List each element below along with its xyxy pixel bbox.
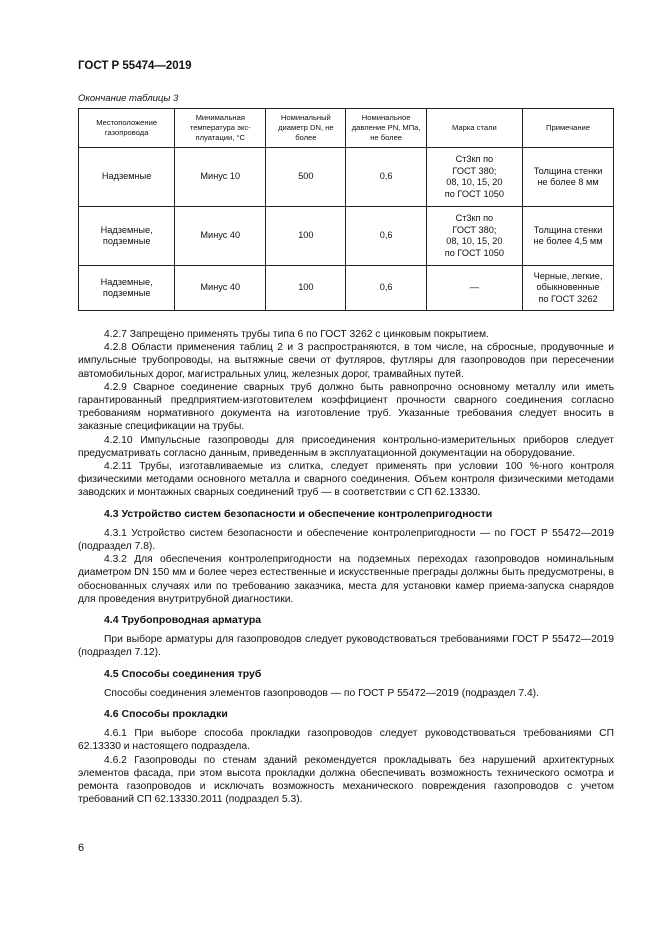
- section-heading-4-4: 4.4 Трубопроводная арматура: [104, 614, 262, 627]
- cell-line: Толщина стенки: [533, 165, 603, 176]
- paragraph-4-2-7: 4.2.7 Запрещено применять трубы типа 6 по ГОСТ 3262 с цинковым покрытием.: [104, 329, 489, 340]
- cell-line: обыкновенные: [536, 282, 600, 293]
- cell-line: подземные: [102, 236, 151, 246]
- cell-pressure: 0,6: [346, 148, 426, 207]
- paragraph-4-2-9: 4.2.9 Сварное соединение сварных труб должно быть равнопрочно основному металлу или иметь гарантированный предприятием-изготовителем коэффициент прочности сварного соединения согласно требованиям нормативного документа на изготовление труб. Указанные требования следует вносить в заказные спецификации на трубы.: [78, 381, 614, 433]
- cell-temperature: Минус 10: [175, 148, 266, 207]
- cell-temperature: Минус 40: [175, 207, 266, 266]
- section-heading-4-6: 4.6 Способы прокладки: [104, 708, 228, 721]
- cell-diameter: 100: [266, 266, 346, 311]
- cell-steel-grade: [426, 207, 522, 266]
- cell-pressure: 0,6: [346, 266, 426, 311]
- column-header: Примечание: [523, 109, 614, 148]
- cell-line: по ГОСТ 1050: [444, 247, 504, 258]
- page-number: 6: [78, 842, 85, 854]
- cell-line: ГОСТ 380;: [452, 224, 497, 235]
- paragraph-4-5: Способы соединения элементов газопроводов — по ГОСТ Р 55472—2019 (подраздел 7.4).: [104, 687, 539, 699]
- table-row: [79, 266, 614, 311]
- paragraph-4-3-2: 4.3.2 Для обеспечения контролепригодности на подземных переходах газопроводов номинальным диаметром DN 150 мм и более через естественные и искусственные преграды должны быть предусмотрены, в обоснованных случаях или по требованию заказчика, места для установки камер приема-запуска снарядов для проведения внутритрубной диагностики.: [78, 554, 614, 605]
- cell-note: [523, 148, 614, 207]
- paragraph-4-4: При выборе арматуры для газопроводов следует руководствоваться требованиями ГОСТ Р 55472—2019 (подраздел 7.12).: [78, 634, 614, 659]
- section-heading-4-5: 4.5 Способы соединения труб: [104, 667, 262, 680]
- document-header: ГОСТ Р 55474—2019: [78, 60, 192, 72]
- paragraph-4-3-1: 4.3.1 Устройство систем безопасности и обеспечение контролепригодности — по ГОСТ Р 55472—2019 (подраздел 7.8).: [78, 527, 614, 553]
- cell-line: не более 8 мм: [537, 177, 599, 187]
- cell-line: Черные, легкие,: [533, 270, 603, 281]
- cell-diameter: 500: [266, 148, 346, 207]
- cell-location: [79, 266, 175, 311]
- paragraph-4-2-10: 4.2.10 Импульсные газопроводы для присоединения контрольно-измерительных приборов следует предусматривать согласно данным, приведенным в эксплуатационной документации на оборудование.: [78, 434, 614, 459]
- paragraph-4-6-1: 4.6.1 При выборе способа прокладки газопроводов следует руководствоваться требованиями СП 62.13330 и настоящего подраздела.: [78, 728, 614, 753]
- column-header: Номинальный диаметр DN, не более: [266, 109, 346, 148]
- column-header: Марка стали: [426, 109, 522, 148]
- cell-line: ГОСТ 380;: [452, 165, 497, 176]
- cell-steel-grade: —: [426, 266, 522, 311]
- cell-line: Надземные,: [100, 224, 153, 235]
- table-row: [79, 148, 614, 207]
- cell-note: [523, 266, 614, 311]
- cell-line: Ст3кп по: [455, 213, 494, 223]
- cell-line: 08, 10, 15, 20: [446, 236, 503, 246]
- cell-line: Толщина стенки: [533, 224, 603, 235]
- cell-temperature: Минус 40: [175, 266, 266, 311]
- paragraph-4-2-11: 4.2.11 Трубы, изготавливаемые из слитка, следует применять при условии 100 %-ного контроля физическими методами основного металла и сварного соединения. Объем контроля физическими методами заводских и монтажных сварных соединений труб — в соответствии с СП 62.13330.: [78, 461, 614, 499]
- section-heading-4-3: 4.3 Устройство систем безопасности и обеспечение контролепригодности: [104, 507, 493, 520]
- column-header: Минимальная температура экс-плуатации, °С: [175, 109, 266, 148]
- cell-diameter: 100: [266, 207, 346, 266]
- cell-line: не более 4,5 мм: [533, 236, 603, 246]
- column-header: Номинальное давление PN, МПа, не более: [346, 109, 426, 148]
- column-header: Местоположение газопровода: [79, 109, 175, 148]
- paragraph-4-2-8: 4.2.8 Области применения таблиц 2 и 3 распространяются, в том числе, на сбросные, продувочные и импульсные трубопроводы, на вытяжные свечи от футляров, футляры для газопроводов при пересечении автомобильных дорог, магистральных улиц, железных дорог, трамвайных путей.: [78, 342, 614, 380]
- cell-line: по ГОСТ 1050: [444, 188, 504, 199]
- document-body: [78, 328, 614, 807]
- table-header-row: [79, 109, 614, 148]
- cell-line: по ГОСТ 3262: [538, 293, 598, 304]
- cell-location: [79, 207, 175, 266]
- cell-line: Надземные,: [100, 276, 153, 287]
- cell-line: 08, 10, 15, 20: [446, 177, 503, 187]
- cell-location: Надземные: [79, 148, 175, 207]
- cell-steel-grade: [426, 148, 522, 207]
- cell-line: подземные: [102, 288, 151, 298]
- cell-note: [523, 207, 614, 266]
- table-row: [79, 207, 614, 266]
- cell-pressure: 0,6: [346, 207, 426, 266]
- paragraph-4-6-2: 4.6.2 Газопроводы по стенам зданий рекомендуется прокладывать без нарушений архитектурных элементов фасада, при этом высота прокладки должна обеспечивать возможность технического осмотра и ремонта газопроводов и исключать возможность механического повреждения газопроводов с учетом требований СП 62.13330.2011 (подраздел 5.3).: [78, 754, 614, 806]
- cell-line: Ст3кп по: [455, 154, 494, 164]
- table-caption: Окончание таблицы 3: [78, 93, 179, 104]
- table-3: [78, 108, 614, 311]
